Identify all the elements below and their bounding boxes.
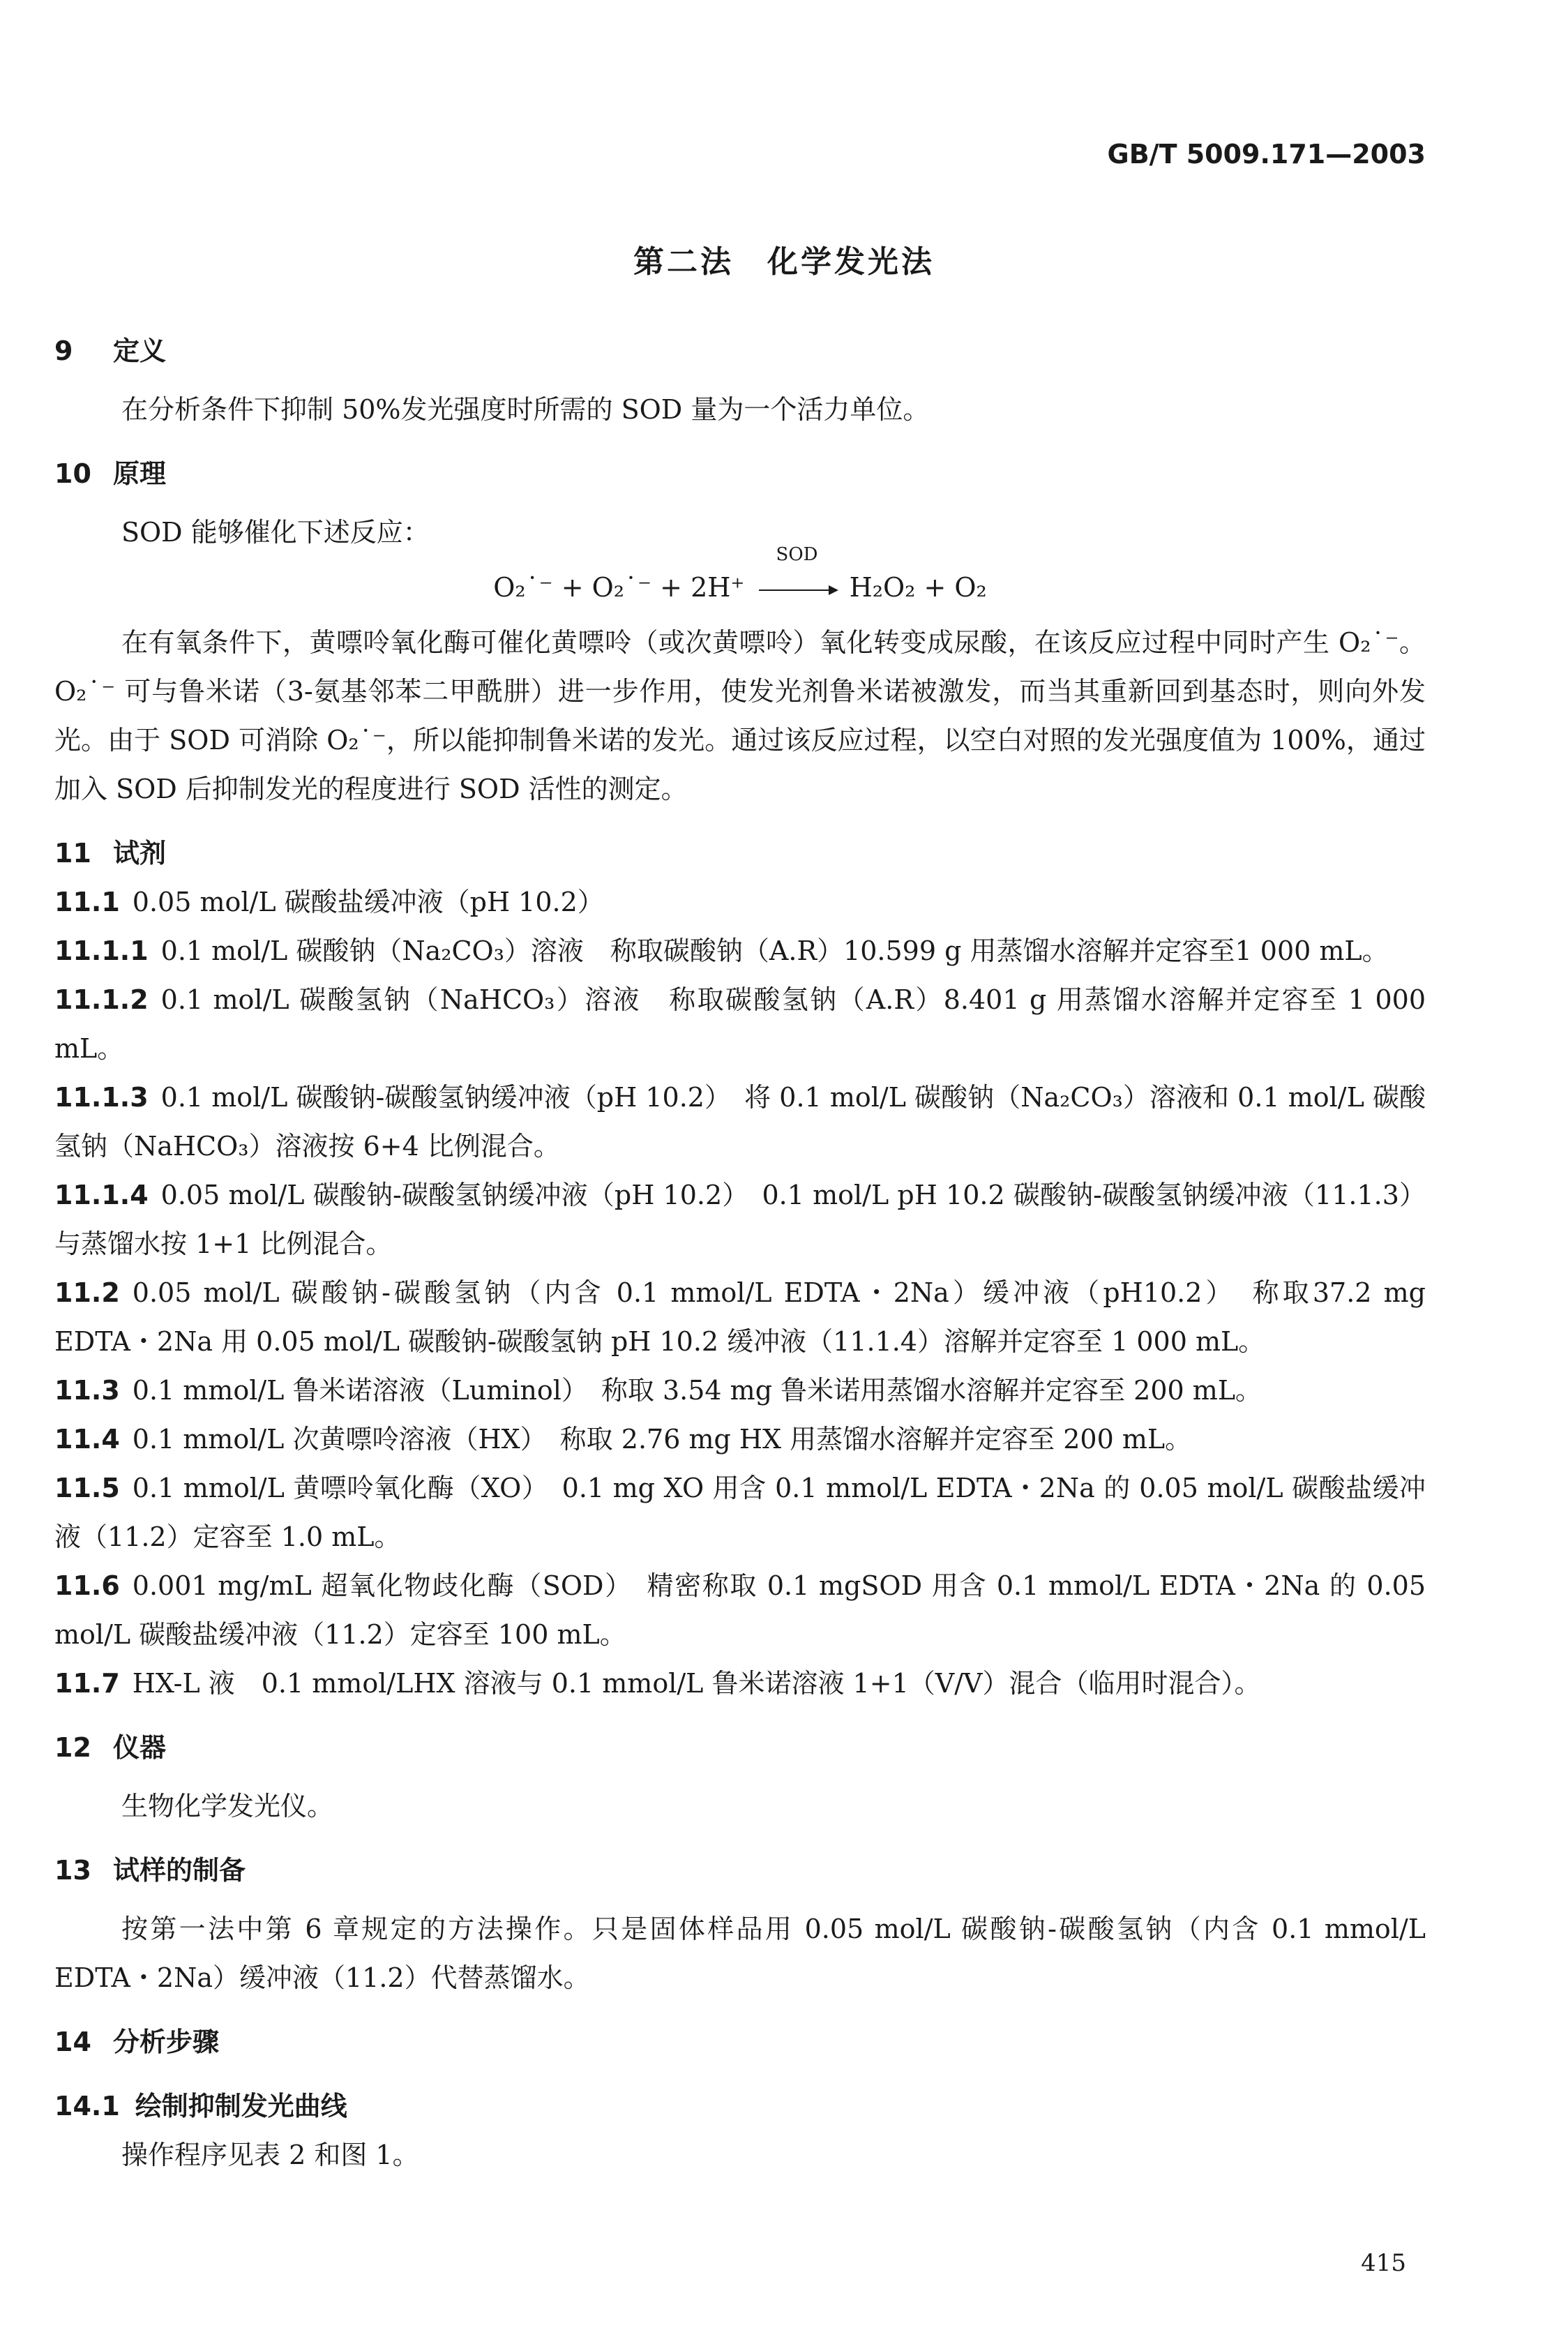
subsection-14-1-body: 操作程序见表 2 和图 1。 <box>121 2140 419 2170</box>
section-number: 9 <box>54 336 73 366</box>
item-text: 0.05 mol/L 碳酸盐缓冲液（pH 10.2） <box>132 887 604 917</box>
section-heading-10 <box>54 449 1426 498</box>
section-heading-13 <box>54 1846 1426 1895</box>
item-number: 11.1 <box>54 887 120 917</box>
list-item <box>54 1268 1426 1366</box>
subsection-heading-14-1 <box>54 2082 1426 2131</box>
section-number: 11 <box>54 838 91 869</box>
item-text: 0.1 mmol/L 次黄嘌呤溶液（HX） 称取 2.76 mg HX 用蒸馏水溶解并定容至 200 mL。 <box>132 1424 1192 1455</box>
item-number: 11.5 <box>54 1473 120 1503</box>
equation-reactants: O₂˙⁻ + O₂˙⁻ + 2H⁺ <box>493 572 745 603</box>
page-number: 415 <box>1361 2249 1406 2277</box>
item-text: 0.1 mol/L 碳酸氢钠（NaHCO₃）溶液 称取碳酸氢钠（A.R）8.401 g 用蒸馏水溶解并定容至 1 000 mL。 <box>54 984 1426 1064</box>
section-title: 试剂 <box>113 838 167 869</box>
subsection-number: 14.1 <box>54 2091 120 2121</box>
section-number: 14 <box>54 2027 91 2057</box>
section-title: 试样的制备 <box>113 1855 246 1886</box>
item-number: 11.6 <box>54 1570 120 1601</box>
list-item <box>54 1171 1426 1268</box>
section-title: 分析步骤 <box>113 2027 220 2057</box>
list-item <box>54 1073 1426 1171</box>
section-heading-14 <box>54 2018 1426 2066</box>
section-number: 12 <box>54 1732 91 1763</box>
item-text: 0.1 mol/L 碳酸钠（Na₂CO₃）溶液 称取碳酸钠（A.R）10.599 g 用蒸馏水溶解并定容至1 000 mL。 <box>160 936 1389 966</box>
subsection-title: 绘制抑制发光曲线 <box>135 2091 347 2121</box>
section-heading-11 <box>54 829 1426 878</box>
section-heading-9 <box>54 326 1426 375</box>
item-number: 11.2 <box>54 1277 120 1308</box>
item-number: 11.7 <box>54 1668 120 1699</box>
item-text: 0.1 mmol/L 鲁米诺溶液（Luminol） 称取 3.54 mg 鲁米诺用蒸馏水溶解并定容至 200 mL。 <box>132 1375 1262 1406</box>
list-item <box>54 1366 1426 1415</box>
section-title: 定义 <box>113 336 167 366</box>
item-number: 11.3 <box>54 1375 120 1406</box>
reaction-arrow <box>753 544 841 608</box>
reagent-list <box>54 878 1426 1708</box>
item-number: 11.1.2 <box>54 984 149 1015</box>
list-item <box>54 1561 1426 1659</box>
list-item <box>54 1415 1426 1464</box>
item-text: HX-L 液 0.1 mmol/LHX 溶液与 0.1 mmol/L 鲁米诺溶液 1+1（V/V）混合（临用时混合）。 <box>132 1668 1261 1699</box>
section-10-body: 在有氧条件下，黄嘌呤氧化酶可催化黄嘌呤（或次黄嘌呤）氧化转变成尿酸，在该反应过程中同时产生 O₂˙⁻。O₂˙⁻ 可与鲁米诺（3-氨基邻苯二甲酰肼）进一步作用，使发光剂鲁米诺被激发，而当其重新回到基态时，则向外发光。由于 SOD 可消除 O₂˙⁻，所以能抑制鲁米诺的发光。通过该反应过程，以空白对照的发光强度值为 100%，通过加入 SOD 后抑制发光的程度进行 SOD 活性的测定。 <box>54 627 1426 804</box>
section-heading-12 <box>54 1723 1426 1772</box>
standard-code: GB/T 5009.171—2003 <box>1107 139 1426 170</box>
list-item <box>54 878 1426 926</box>
list-item <box>54 1464 1426 1561</box>
arrow-icon <box>759 589 836 591</box>
list-item <box>54 975 1426 1073</box>
item-text: 0.001 mg/mL 超氧化物歧化酶（SOD） 精密称取 0.1 mgSOD 用含 0.1 mmol/L EDTA・2Na 的 0.05 mol/L 碳酸盐缓冲液（11.2）定容至 100 mL。 <box>54 1570 1426 1650</box>
equation-products: H₂O₂ + O₂ <box>849 572 987 603</box>
item-number: 11.4 <box>54 1424 120 1455</box>
equation-catalyst: SOD <box>776 544 818 565</box>
method-title: 第二法 化学发光法 <box>633 244 935 280</box>
section-number: 13 <box>54 1855 91 1886</box>
item-text: 0.1 mmol/L 黄嘌呤氧化酶（XO） 0.1 mg XO 用含 0.1 mmol/L EDTA・2Na 的 0.05 mol/L 碳酸盐缓冲液（11.2）定容至 1.0 mL。 <box>54 1473 1426 1552</box>
section-9-body: 在分析条件下抑制 50%发光强度时所需的 SOD 量为一个活力单位。 <box>121 394 930 425</box>
section-title: 仪器 <box>113 1732 167 1763</box>
item-number: 11.1.4 <box>54 1180 149 1210</box>
section-13-body: 按第一法中第 6 章规定的方法操作。只是固体样品用 0.05 mol/L 碳酸钠-碳酸氢钠（内含 0.1 mmol/L EDTA・2Na）缓冲液（11.2）代替蒸馏水。 <box>54 1914 1426 1993</box>
item-text: 0.05 mol/L 碳酸钠-碳酸氢钠缓冲液（pH 10.2） 0.1 mol/L pH 10.2 碳酸钠-碳酸氢钠缓冲液（11.1.3）与蒸馏水按 1+1 比例混合。 <box>54 1180 1426 1259</box>
list-item <box>54 1659 1426 1708</box>
list-item <box>54 926 1426 975</box>
section-title: 原理 <box>113 458 167 489</box>
section-number: 10 <box>54 458 91 489</box>
item-number: 11.1.1 <box>54 936 149 966</box>
item-number: 11.1.3 <box>54 1082 149 1113</box>
item-text: 0.05 mol/L 碳酸钠-碳酸氢钠（内含 0.1 mmol/L EDTA・2Na）缓冲液（pH10.2） 称取37.2 mg EDTA・2Na 用 0.05 mol/L 碳酸钠-碳酸氢钠 pH 10.2 缓冲液（11.1.4）溶解并定容至 1 000 mL。 <box>54 1277 1426 1357</box>
reaction-equation <box>54 544 1426 608</box>
document-body <box>54 326 1426 2189</box>
section-12-body: 生物化学发光仪。 <box>121 1791 334 1821</box>
section-10-intro: SOD 能够催化下述反应： <box>121 517 430 548</box>
item-text: 0.1 mol/L 碳酸钠-碳酸氢钠缓冲液（pH 10.2） 将 0.1 mol/L 碳酸钠（Na₂CO₃）溶液和 0.1 mol/L 碳酸氢钠（NaHCO₃）溶液按 6+4 比例混合。 <box>54 1082 1426 1162</box>
